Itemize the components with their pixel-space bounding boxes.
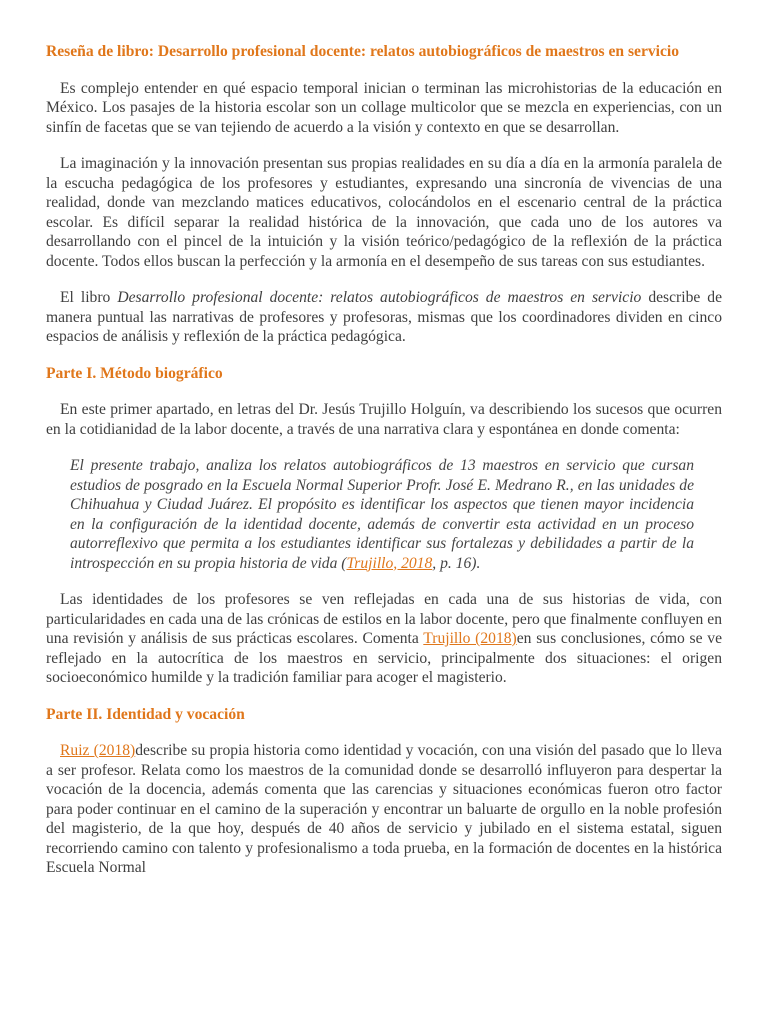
block-quote-end: , p. 16). xyxy=(432,554,481,572)
part-1-paragraph-2 xyxy=(46,590,722,688)
intro-paragraph-1: Es complejo entender en qué espacio temporal inician o terminan las microhistorias de la educación en México. Los pasajes de la historia escolar son un collage multicolor que se mezcla en experiencias, con un sinfín de facetas que se van tejiendo de acuerdo a la visión y contexto en que se desarrollan. xyxy=(46,79,722,136)
part-2-heading: Parte II. Identidad y vocación xyxy=(46,705,245,723)
book-title-italic: Desarrollo profesional docente: relatos autobiográficos de maestros en servicio xyxy=(117,289,642,306)
part-2-paragraph-1 xyxy=(46,741,722,878)
part-1-paragraph-1: En este primer apartado, en letras del Dr. Jesús Trujillo Holguín, va describiendo los sucesos que ocurren en la cotidianidad de la labor docente, a través de una narrativa clara y espontánea en donde comenta: xyxy=(46,401,722,438)
intro-paragraph-3-suffix: describe de manera puntual las narrativas de profesores y profesoras, mismas que los coordinadores dividen en cinco espacios de análisis y reflexión de la práctica pedagógica. xyxy=(46,289,723,345)
part-2-paragraph-1-text: describe su propia historia como identidad y vocación, con una visión del pasado que lo lleva a ser profesor. Relata como los maestros de la comunidad donde se desarrolló influyeron para despertar la vocación de la docencia, además comenta que las carencias y situaciones económicas fueron otro factor para poder continuar en el camino de la superación y encontrar un baluarte de orgullo en la noble profesión del magisterio, de la que hoy, después de 40 años de servicio y jubilado en el sistema estatal, siguen recorriendo camino con talento y profesionalismo a toda prueba, en la formación de docentes en la histórica Escuela Normal xyxy=(46,742,722,876)
part-1-paragraph-2-start: Las identidades de los profesores se ven reflejadas en cada una de sus historias de vida, con particularidades en cada una de las crónicas de estilos en la labor docente, pero que finalmente confluyen en una revisión y análisis de sus prácticas escolares. Comenta xyxy=(46,591,722,647)
document-title: Reseña de libro: Desarrollo profesional docente: relatos autobiográficos de maestros en servicio xyxy=(46,43,680,60)
citation-link-trujillo-2018[interactable]: Trujillo, 2018 xyxy=(346,554,433,572)
intro-paragraph-2: La imaginación y la innovación presentan sus propias realidades en su día a día en la armonía paralela de la escucha pedagógica de los profesores y estudiantes, expresando una sincronía de vivencias de una realidad, donde van mezclando matices educativos, colocándolos en el escenario central de la práctica escolar. Es difícil separar la realidad histórica de la innovación, que cada uno de los autores va desarrollando con el pincel de la intuición y la visión teórico/pedagógico de la reflexión de la práctica docente. Todos ellos buscan la perfección y la armonía en el desempeño de sus tareas con sus estudiantes. xyxy=(46,155,722,270)
book-review-document xyxy=(46,42,722,895)
citation-link-trujillo-2018-inline[interactable]: Trujillo (2018) xyxy=(423,630,517,647)
citation-link-ruiz-2018[interactable]: Ruiz (2018) xyxy=(60,742,136,759)
intro-paragraph-3 xyxy=(46,288,722,347)
block-quote-text: El presente trabajo, analiza los relatos autobiográficos de 13 maestros en servicio que cursan estudios de posgrado en la Escuela Normal Superior Profr. José E. Medrano R., en las unidades de Chihuahua y Ciudad Juárez. El propósito es identificar los aspectos que tienen mayor incidencia en la configuración de la identidad docente, además de convertir esta actividad en un proceso autorreflexivo que permita a los estudiantes identificar sus fortalezas y debilidades a partir de la introspección en su propia historia de vida ( xyxy=(70,457,694,572)
intro-paragraph-3-prefix: El libro xyxy=(60,289,118,306)
part-1-heading: Parte I. Método biográfico xyxy=(46,364,223,382)
block-quote xyxy=(46,456,722,573)
part-1-paragraph-2-end: en sus conclusiones, cómo se ve reflejado en la autocrítica de los maestros en servicio, principalmente dos situaciones: el origen socioeconómico humilde y la tradición familiar para acoger el magisterio. xyxy=(46,630,722,686)
